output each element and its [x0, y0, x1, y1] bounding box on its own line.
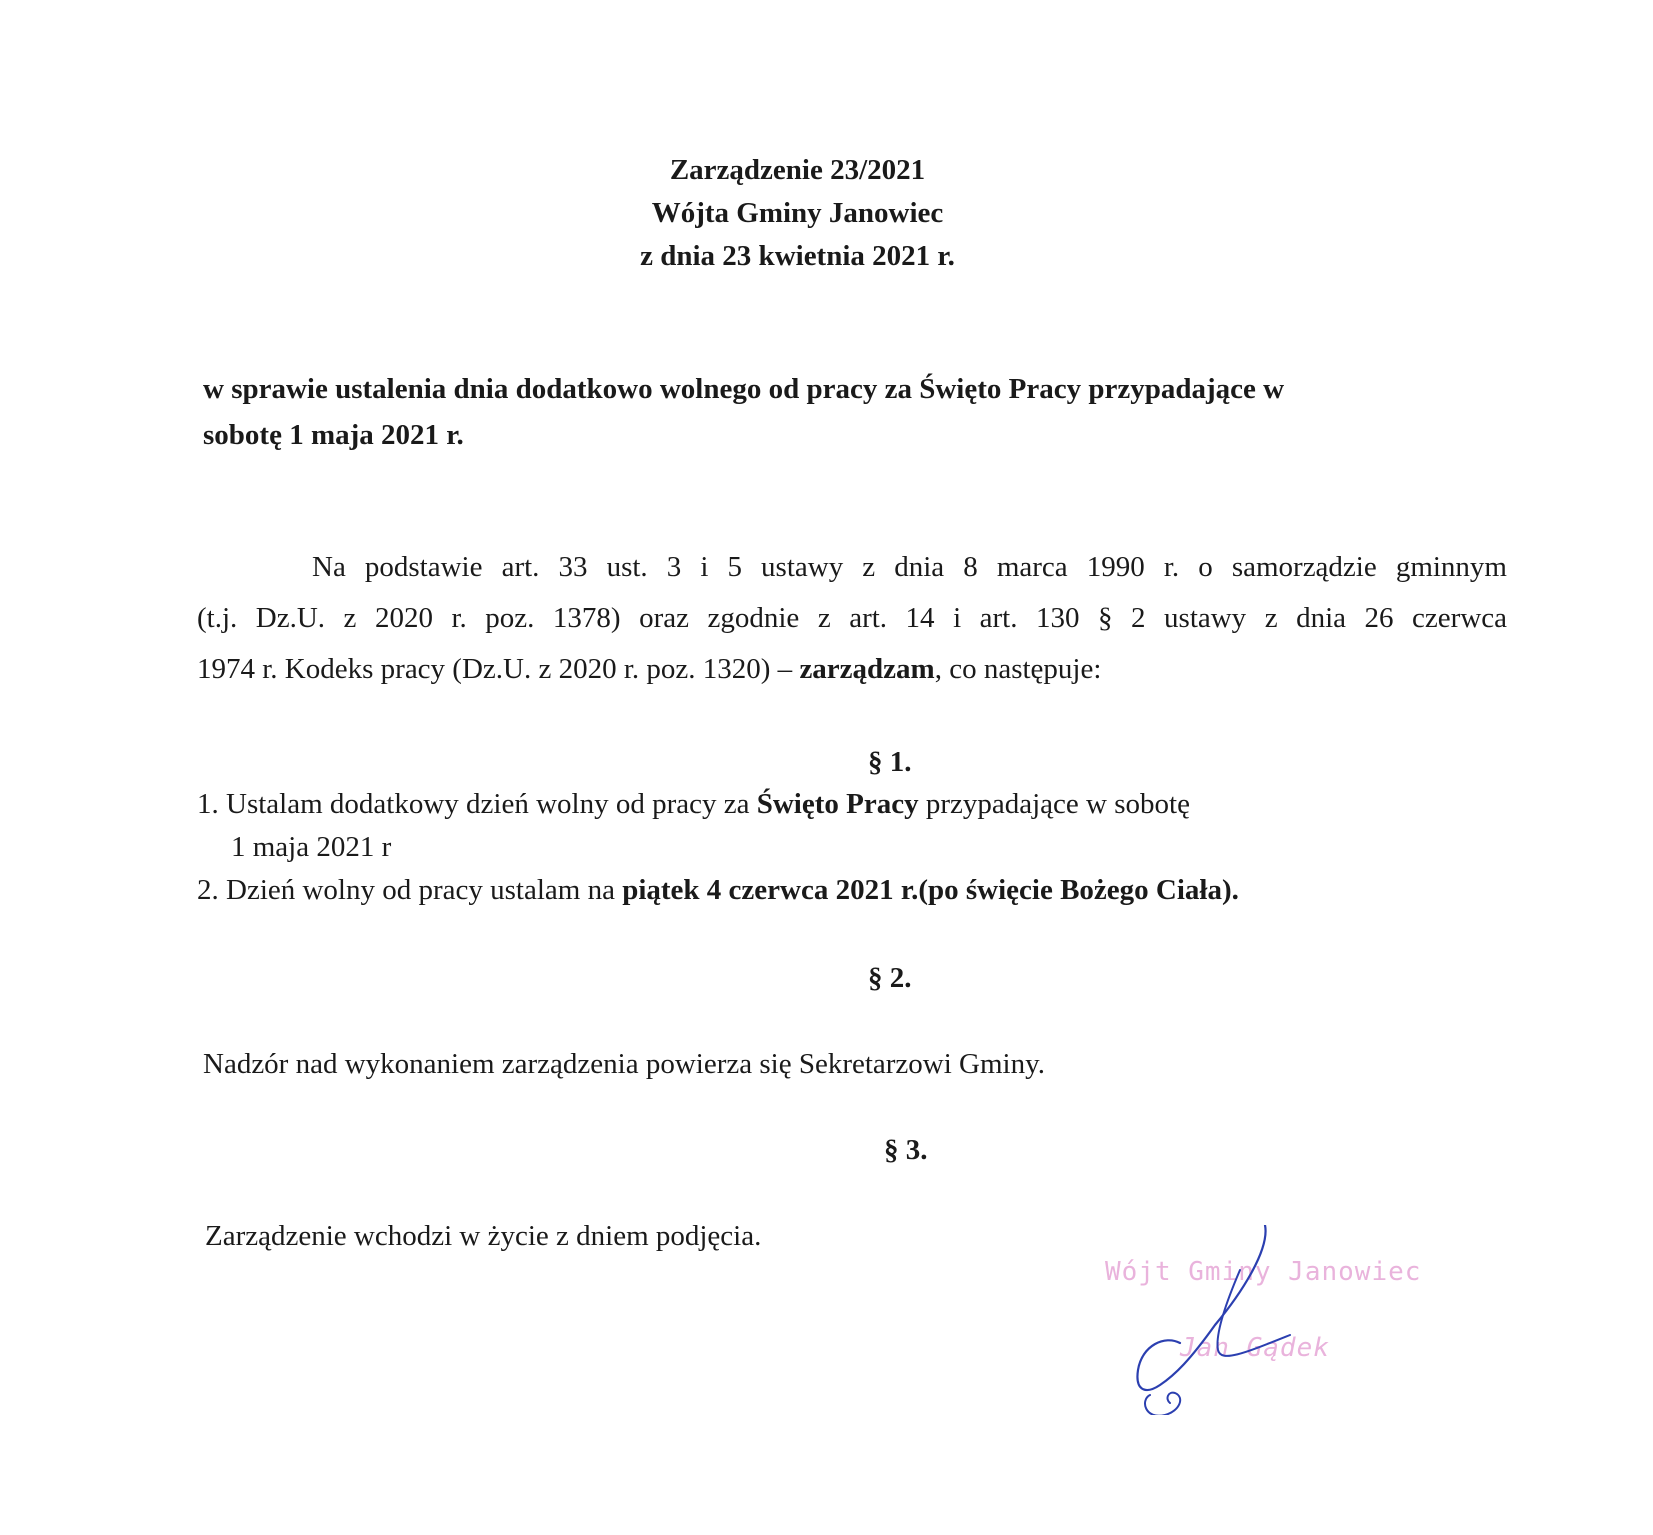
item-2-text: 2. Dzień wolny od pracy ustalam na [197, 874, 623, 906]
preamble-line-2: (t.j. Dz.U. z 2020 r. poz. 1378) oraz zgodnie z art. 14 i art. 130 § 2 ustawy z dnia 26 czerwca [197, 602, 1507, 634]
handwritten-signature [1120, 1225, 1300, 1415]
section-2-heading: § 2. [868, 962, 912, 994]
item-1-text: 1. Ustalam dodatkowy dzień wolny od pracy za [197, 788, 757, 820]
preamble-decision: zarządzam [799, 653, 935, 685]
subject-line-1: w sprawie ustalenia dnia dodatkowo wolnego od pracy za Święto Pracy przypadające w [203, 373, 1285, 405]
stamp-line-1: Wójt Gminy Janowiec [1105, 1257, 1422, 1287]
document-title: Zarządzenie 23/2021 [669, 154, 926, 186]
preamble-text: 1974 r. Kodeks pracy (Dz.U. z 2020 r. poz. 1320) – [197, 653, 800, 685]
preamble-line-3 [197, 653, 1101, 686]
preamble-text-end: , co następuje: [934, 653, 1102, 685]
section-1-heading: § 1. [868, 746, 912, 778]
subject-line-2: sobotę 1 maja 2021 r. [203, 419, 464, 451]
item-1-text-end: przypadające w sobotę [918, 788, 1190, 820]
item-1-holiday: Święto Pracy [756, 788, 919, 820]
preamble-line-1: Na podstawie art. 33 ust. 3 i 5 ustawy z dnia 8 marca 1990 r. o samorządzie gminnym [312, 551, 1507, 583]
item-2-date: piątek 4 czerwca 2021 r.(po święcie Bożego Ciała). [622, 874, 1239, 906]
stamp-line-2: Jan Gądek [1180, 1333, 1330, 1363]
section-2-text: Nadzór nad wykonaniem zarządzenia powierza się Sekretarzowi Gminy. [203, 1048, 1045, 1080]
section-1-item-2 [197, 874, 1239, 907]
section-3-text: Zarządzenie wchodzi w życie z dniem podjęcia. [205, 1220, 762, 1252]
section-3-heading: § 3. [884, 1134, 928, 1166]
document-issuer: Wójta Gminy Janowiec [651, 197, 944, 229]
document-date: z dnia 23 kwietnia 2021 r. [640, 240, 955, 272]
section-1-item-1 [197, 788, 1190, 821]
section-1-item-1-cont: 1 maja 2021 r [231, 831, 392, 863]
